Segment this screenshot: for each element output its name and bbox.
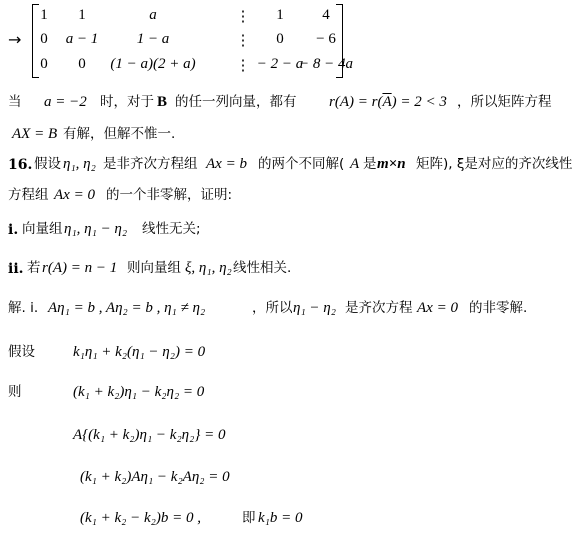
math-vecset-ii: ξ, η₁, η₂ [185, 260, 232, 276]
matrix-cell-r2-c4: ⋮ [235, 33, 251, 49]
equation-5-result: k₁b = 0 [258, 510, 303, 526]
text-xiangliangzu: 向量组 [22, 221, 63, 237]
text-dang: 当 [8, 94, 22, 110]
equation-4: (k₁ + k₂)Aη₁ − k₂Aη₂ = 0 [80, 469, 230, 485]
matrix-cell-r1-c5: 1 [276, 7, 284, 23]
math-mxn: m×n [377, 156, 406, 172]
matrix-cell-r2-c1: 0 [40, 31, 48, 47]
arrow-right-icon: → [8, 30, 22, 49]
matrix-cell-r3-c6: − 8 − 4a [299, 56, 353, 72]
equation-1: k₁η₁ + k₂(η₁ − η₂) = 0 [73, 344, 206, 360]
matrix-cell-r3-c2: 0 [78, 56, 86, 72]
equation-3: A{(k₁ + k₂)η₁ − k₂η₂} = 0 [73, 427, 226, 443]
text-feilingjie: 的非零解. [469, 300, 528, 316]
text-shi: 是 [363, 156, 377, 172]
text-xiangguan: 线性相关. [233, 260, 292, 276]
matrix-cell-r2-c6: − 6 [316, 31, 336, 47]
matrix-cell-r1-c3: a [149, 7, 157, 23]
text-qici-fangcheng: 是齐次方程 [345, 300, 413, 316]
matrix-cell-r3-c4: ⋮ [235, 58, 251, 74]
math-AX-B: AX = B [12, 126, 58, 142]
math-A: A [350, 156, 360, 172]
augmented-matrix [8, 4, 353, 76]
text-jiashe: 假设 [34, 156, 61, 172]
matrix-cell-r1-c1: 1 [40, 7, 48, 23]
solution-label: 解. i. [8, 300, 39, 316]
matrix-cell-r1-c4: ⋮ [235, 9, 251, 25]
matrix-cell-r2-c5: 0 [276, 31, 284, 47]
text-youjie: 有解，但解不惟一. [63, 126, 176, 142]
matrix-cell-r2-c2: a − 1 [65, 31, 99, 47]
math-vecset-i: η₁, η₁ − η₂ [64, 221, 128, 237]
math-a-eq: a = −2 [44, 94, 87, 110]
matrix-cell-r2-c3: 1 − a [136, 31, 170, 47]
math-Ax-0: Ax = 0 [54, 187, 95, 203]
text-suoyi-2: ，所以 [252, 300, 293, 316]
math-rank-n-1: r(A) = n − 1 [42, 260, 118, 276]
text-ji: 即 [242, 510, 256, 526]
math-Ax-0-b: Ax = 0 [417, 300, 458, 316]
math-Ax-b: Ax = b [206, 156, 247, 172]
math-eta12: η₁, η₂ [63, 156, 96, 172]
text-feiqici: 是非齐次方程组 [103, 156, 198, 172]
item-i-label: i. [8, 222, 19, 238]
matrix-left-bracket [32, 4, 39, 78]
text-wuguan: 线性无关; [142, 221, 201, 237]
equation-5: (k₁ + k₂ − k₂)b = 0 , [80, 510, 201, 526]
math-rank-eq: $r(A) = r(\overline{A}) = 2 < 3$ [329, 94, 447, 110]
item-ii-label: ii. [8, 261, 24, 277]
problem-number: 16. [8, 157, 33, 173]
text-juzhen: 矩阵), ξ是对应的齐次线性 [416, 156, 573, 172]
text-shi-duiyu: 时，对于 [100, 94, 154, 110]
text-zhengming: 的一个非零解，证明: [106, 187, 233, 203]
text-ruo: 若 [27, 260, 41, 276]
matrix-cell-r3-c5: − 2 − a [256, 56, 304, 72]
text-fangchengzu: 方程组 [8, 187, 49, 203]
text-ze-xiangliangzu: 则向量组 [127, 260, 181, 276]
text-liangge: 的两个不同解( [258, 156, 345, 172]
text-suoyi: ，所以矩阵方程 [457, 94, 552, 110]
equation-2: (k₁ + k₂)η₁ − k₂η₂ = 0 [73, 384, 205, 400]
matrix-cell-r3-c1: 0 [40, 56, 48, 72]
math-eta-diff: η₁ − η₂ [293, 300, 336, 316]
text-then: 则 [8, 384, 22, 400]
text-assume: 假设 [8, 344, 35, 360]
matrix-cell-r3-c3: (1 − a)(2 + a) [110, 56, 196, 72]
math-B: B [157, 94, 168, 110]
matrix-cell-r1-c6: 4 [322, 7, 330, 23]
matrix-cell-r1-c2: 1 [78, 7, 86, 23]
math-solution-facts: Aη₁ = b , Aη₂ = b , η₁ ≠ η₂ [48, 300, 206, 316]
text-renyi: 的任一列向量，都有 [175, 94, 297, 110]
